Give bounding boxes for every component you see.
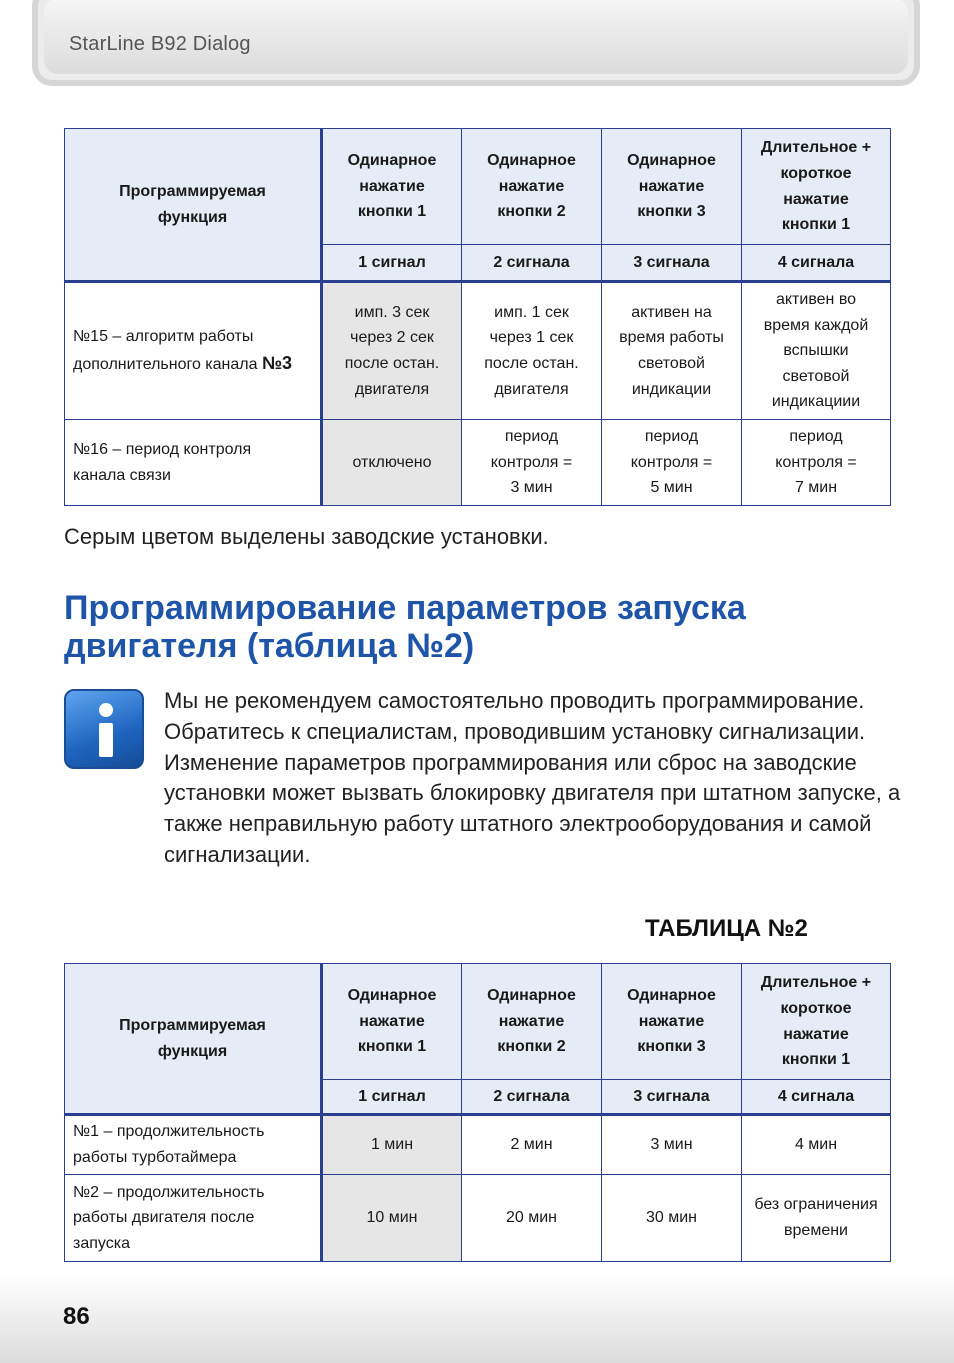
table-header-col-4: Длительное + короткое нажатие кнопки 1 (742, 964, 891, 1080)
info-icon (64, 689, 144, 769)
cell: период контроля = 3 мин (462, 420, 602, 506)
signal-1: 1 сигнал (322, 245, 462, 282)
section-title: Программирование параметров запуска двигателя (таблица №2) (64, 589, 746, 665)
cell: 2 мин (462, 1115, 602, 1175)
signal-3: 3 сигнала (602, 1080, 742, 1115)
cell-factory: имп. 3 сек через 2 сек после остан. двигателя (322, 282, 462, 420)
info-paragraph-2: Изменение параметров программирования или сброс на заводские установки может вызвать блокировку двигателя при штатном запуске, а также неправильную работу штатного электрооборудования и самой сигнализации. (164, 749, 901, 867)
signal-3: 3 сигнала (602, 245, 742, 282)
table-header-col-3: Одинарное нажатие кнопки 3 (602, 129, 742, 245)
table-row (65, 282, 891, 420)
table-2 (64, 963, 891, 1262)
cell-factory: отключено (322, 420, 462, 506)
footer-band (0, 1275, 954, 1363)
signal-2: 2 сигнала (462, 245, 602, 282)
table-header-col-3: Одинарное нажатие кнопки 3 (602, 964, 742, 1080)
cell: 3 мин (602, 1115, 742, 1175)
cell: имп. 1 сек через 1 сек после остан. двигателя (462, 282, 602, 420)
row-function: №1 – продолжительность работы турботаймера (65, 1115, 322, 1175)
table-header-col-2: Одинарное нажатие кнопки 2 (462, 129, 602, 245)
table-header-function: Программируемая функция (65, 129, 322, 282)
cell: активен на время работы световой индикации (602, 282, 742, 420)
cell: активен во время каждой вспышки световой индикациии (742, 282, 891, 420)
table-header-col-2: Одинарное нажатие кнопки 2 (462, 964, 602, 1080)
cell: период контроля = 5 мин (602, 420, 742, 506)
table-header-col-1: Одинарное нажатие кнопки 1 (322, 964, 462, 1080)
row-function: №15 – алгоритм работы дополнительного канала №3 (65, 282, 322, 420)
table-1 (64, 128, 891, 506)
table-row (65, 420, 891, 506)
cell: 30 мин (602, 1175, 742, 1262)
factory-settings-note: Серым цветом выделены заводские установки. (64, 524, 549, 549)
header-title: StarLine B92 Dialog (69, 33, 251, 55)
cell-factory: 1 мин (322, 1115, 462, 1175)
signal-4: 4 сигнала (742, 1080, 891, 1115)
signal-1: 1 сигнал (322, 1080, 462, 1115)
table-header-col-4: Длительное + короткое нажатие кнопки 1 (742, 129, 891, 245)
info-text (164, 686, 904, 871)
table-row (65, 1175, 891, 1262)
signal-2: 2 сигнала (462, 1080, 602, 1115)
cell: 4 мин (742, 1115, 891, 1175)
cell-factory: 10 мин (322, 1175, 462, 1262)
info-paragraph-1: Мы не рекомендуем самостоятельно проводить программирование. Обратитесь к специалистам, проводившим установку сигнализации. (164, 688, 866, 744)
row-function: №2 – продолжительность работы двигателя после запуска (65, 1175, 322, 1262)
table-header-function: Программируемая функция (65, 964, 322, 1115)
table-2-caption: ТАБЛИЦА №2 (645, 915, 808, 942)
cell: 20 мин (462, 1175, 602, 1262)
cell: период контроля = 7 мин (742, 420, 891, 506)
row-function: №16 – период контроля канала связи (65, 420, 322, 506)
signal-4: 4 сигнала (742, 245, 891, 282)
table-row (65, 1115, 891, 1175)
channel-number: №3 (261, 353, 293, 374)
cell: без ограничения времени (742, 1175, 891, 1262)
page-number: 86 (63, 1303, 90, 1330)
table-header-col-1: Одинарное нажатие кнопки 1 (322, 129, 462, 245)
